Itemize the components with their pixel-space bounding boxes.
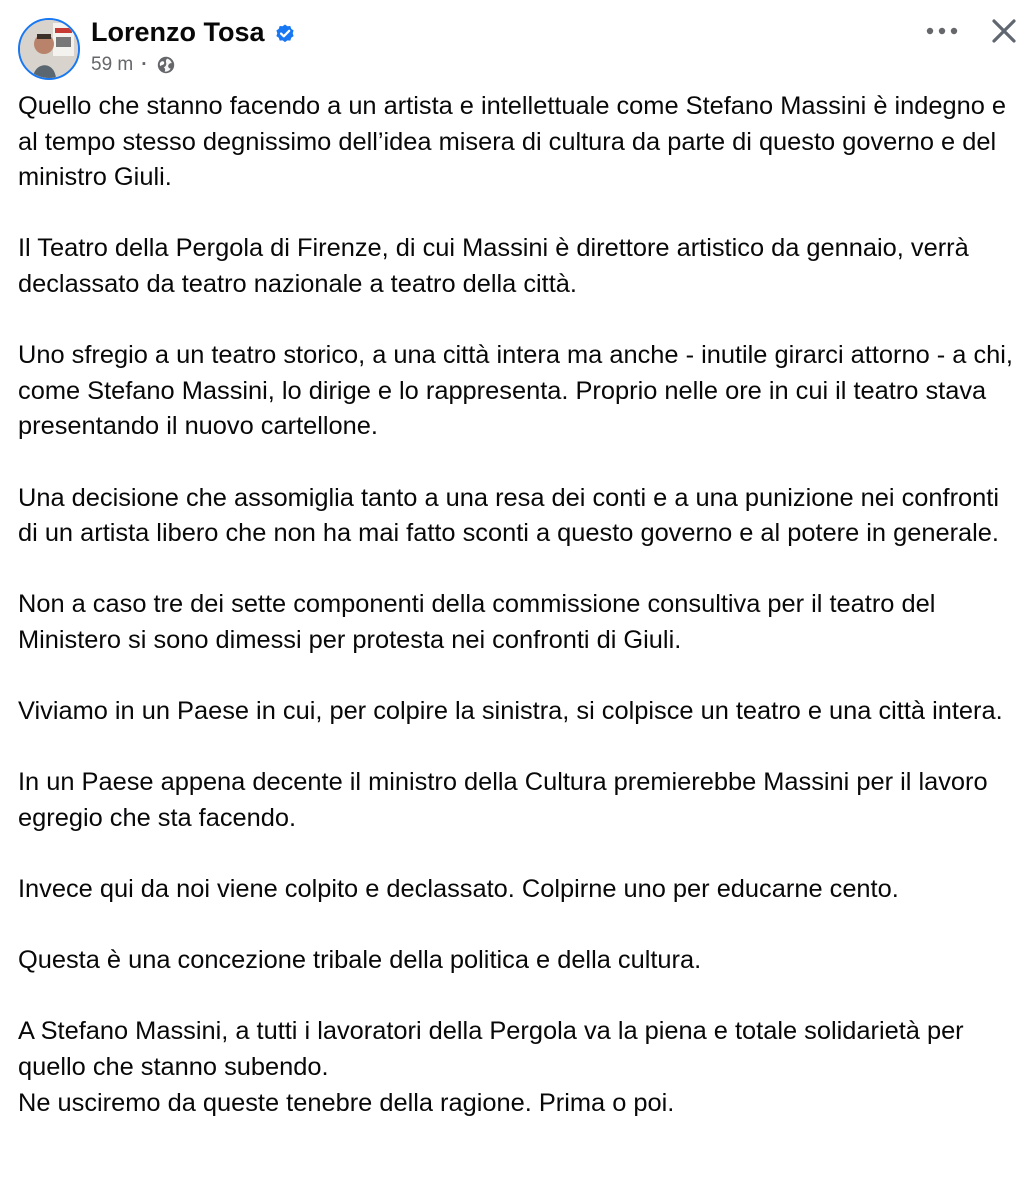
close-icon — [990, 17, 1018, 45]
meta-separator: · — [141, 54, 148, 75]
author-avatar[interactable] — [18, 18, 80, 80]
post-paragraph: Quello che stanno facendo a un artista e intellettuale come Stefano Massini è indegno e al tempo stesso degnissimo dell’idea misera di cultura da parte di questo governo e del ministro Giuli. — [18, 92, 1014, 192]
close-button[interactable] — [984, 11, 1024, 51]
post-meta — [91, 52, 176, 78]
verified-badge-icon — [274, 21, 296, 43]
post-paragraph: Il Teatro della Pergola di Firenze, di cui Massini è direttore artistico da gennaio, verrà declassato da teatro nazionale a teatro della città. — [18, 234, 976, 298]
more-options-button[interactable] — [918, 14, 966, 48]
avatar-image — [20, 20, 78, 78]
post-paragraph: Una decisione che assomiglia tanto a una resa dei conti e a una punizione nei confronti di un artista libero che non ha mai fatto sconti a questo governo e al potere in generale. — [18, 483, 1007, 548]
post-paragraph: A Stefano Massini, a tutti i lavoratori della Pergola va la piena e totale solidarietà per quello che stanno subendo. Ne usciremo da queste tenebre della ragione. Prima o poi. — [18, 1017, 964, 1117]
more-options-icon — [926, 27, 958, 35]
globe-icon[interactable] — [156, 55, 176, 75]
timestamp[interactable]: 59 m — [91, 54, 134, 75]
post-paragraph: In un Paese appena decente il ministro della Cultura premierebbe Massini per il lavoro egregio che sta facendo. — [18, 768, 995, 832]
post-paragraph: Viviamo in un Paese in cui, per colpire la sinistra, si colpisce un teatro e una città intera. — [18, 697, 1003, 726]
post-paragraph: Questa è una concezione tribale della politica e della cultura. — [18, 946, 702, 975]
post-header — [0, 0, 1024, 92]
post-body — [18, 89, 1021, 1157]
post-paragraph: Non a caso tre dei sette componenti della commissione consultiva per il teatro del Ministero si sono dimessi per protesta nei confronti di Giuli. — [18, 590, 943, 654]
post-paragraph: Uno sfregio a un teatro storico, a una città intera ma anche - inutile girarci attorno - a chi, come Stefano Massini, lo dirige e lo rappresenta. Proprio nelle ore in cui il teatro stava presentando il nuovo cartellone. — [18, 341, 1021, 441]
author-name[interactable]: Lorenzo Tosa — [91, 16, 265, 47]
author-name-row[interactable] — [91, 15, 296, 49]
post-paragraph: Invece qui da noi viene colpito e declassato. Colpirne uno per educarne cento. — [18, 875, 899, 904]
